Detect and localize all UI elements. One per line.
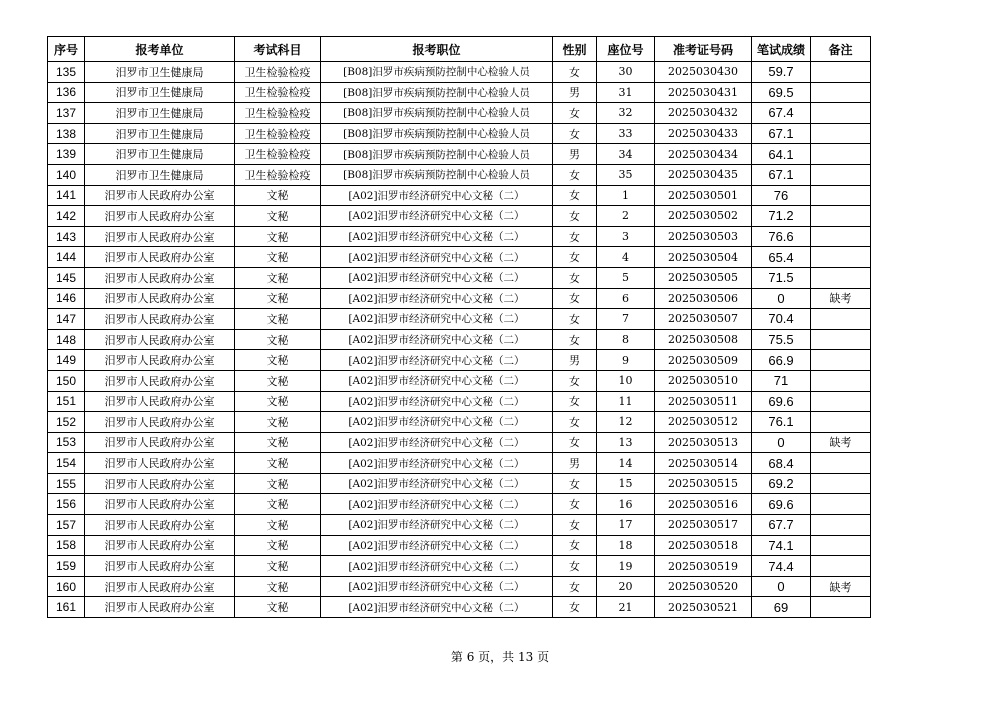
- cell-seat: 10: [597, 370, 655, 391]
- cell-seat: 14: [597, 453, 655, 474]
- cell-subject: 文秘: [235, 309, 321, 330]
- cell-unit: 汨罗市人民政府办公室: [85, 597, 235, 618]
- cell-gender: 女: [553, 432, 597, 453]
- cell-seq: 142: [48, 206, 85, 227]
- cell-ticket: 2025030517: [655, 515, 752, 536]
- cell-seat: 17: [597, 515, 655, 536]
- cell-ticket: 2025030520: [655, 576, 752, 597]
- cell-remark: 缺考: [811, 576, 871, 597]
- cell-position: [A02]汨罗市经济研究中心文秘（二）: [321, 309, 553, 330]
- cell-ticket: 2025030519: [655, 556, 752, 577]
- cell-score: 0: [752, 432, 811, 453]
- cell-score: 71.5: [752, 267, 811, 288]
- cell-position: [A02]汨罗市经济研究中心文秘（二）: [321, 391, 553, 412]
- cell-gender: 女: [553, 391, 597, 412]
- cell-remark: [811, 370, 871, 391]
- cell-ticket: 2025030510: [655, 370, 752, 391]
- cell-seq: 145: [48, 267, 85, 288]
- cell-seat: 12: [597, 412, 655, 433]
- cell-unit: 汨罗市人民政府办公室: [85, 329, 235, 350]
- cell-position: [A02]汨罗市经济研究中心文秘（二）: [321, 350, 553, 371]
- cell-gender: 女: [553, 247, 597, 268]
- cell-gender: 女: [553, 164, 597, 185]
- cell-gender: 女: [553, 329, 597, 350]
- cell-position: [A02]汨罗市经济研究中心文秘（二）: [321, 576, 553, 597]
- cell-score: 67.4: [752, 103, 811, 124]
- cell-unit: 汨罗市人民政府办公室: [85, 412, 235, 433]
- cell-subject: 文秘: [235, 329, 321, 350]
- cell-seq: 159: [48, 556, 85, 577]
- cell-gender: 女: [553, 206, 597, 227]
- cell-gender: 男: [553, 453, 597, 474]
- cell-seq: 141: [48, 185, 85, 206]
- cell-position: [A02]汨罗市经济研究中心文秘（二）: [321, 597, 553, 618]
- cell-gender: 女: [553, 412, 597, 433]
- cell-unit: 汨罗市卫生健康局: [85, 164, 235, 185]
- cell-position: [A02]汨罗市经济研究中心文秘（二）: [321, 515, 553, 536]
- cell-remark: [811, 103, 871, 124]
- cell-ticket: 2025030505: [655, 267, 752, 288]
- cell-remark: [811, 412, 871, 433]
- cell-gender: 女: [553, 556, 597, 577]
- cell-remark: [811, 123, 871, 144]
- cell-seq: 150: [48, 370, 85, 391]
- cell-ticket: 2025030518: [655, 535, 752, 556]
- cell-position: [B08]汨罗市疾病预防控制中心检验人员: [321, 82, 553, 103]
- cell-unit: 汨罗市人民政府办公室: [85, 535, 235, 556]
- cell-score: 69.2: [752, 473, 811, 494]
- cell-remark: [811, 473, 871, 494]
- table-row: [48, 144, 871, 165]
- cell-position: [B08]汨罗市疾病预防控制中心检验人员: [321, 164, 553, 185]
- cell-position: [A02]汨罗市经济研究中心文秘（二）: [321, 226, 553, 247]
- cell-subject: 文秘: [235, 473, 321, 494]
- cell-ticket: 2025030506: [655, 288, 752, 309]
- cell-position: [A02]汨罗市经济研究中心文秘（二）: [321, 206, 553, 227]
- cell-seat: 20: [597, 576, 655, 597]
- cell-unit: 汨罗市人民政府办公室: [85, 391, 235, 412]
- cell-gender: 女: [553, 226, 597, 247]
- cell-unit: 汨罗市人民政府办公室: [85, 185, 235, 206]
- cell-remark: [811, 164, 871, 185]
- cell-subject: 文秘: [235, 247, 321, 268]
- cell-position: [A02]汨罗市经济研究中心文秘（二）: [321, 370, 553, 391]
- table-row: [48, 391, 871, 412]
- cell-ticket: 2025030512: [655, 412, 752, 433]
- cell-seq: 156: [48, 494, 85, 515]
- cell-gender: 女: [553, 473, 597, 494]
- cell-subject: 文秘: [235, 432, 321, 453]
- cell-ticket: 2025030521: [655, 597, 752, 618]
- table-row: [48, 82, 871, 103]
- cell-ticket: 2025030508: [655, 329, 752, 350]
- header-remark: 备注: [811, 37, 871, 62]
- cell-ticket: 2025030513: [655, 432, 752, 453]
- cell-seq: 135: [48, 62, 85, 83]
- table-row: [48, 329, 871, 350]
- cell-ticket: 2025030507: [655, 309, 752, 330]
- table-row: [48, 432, 871, 453]
- cell-unit: 汨罗市人民政府办公室: [85, 247, 235, 268]
- cell-seq: 139: [48, 144, 85, 165]
- cell-seat: 13: [597, 432, 655, 453]
- table-row: [48, 576, 871, 597]
- cell-seat: 1: [597, 185, 655, 206]
- cell-unit: 汨罗市人民政府办公室: [85, 556, 235, 577]
- cell-remark: [811, 556, 871, 577]
- cell-seq: 153: [48, 432, 85, 453]
- cell-seq: 155: [48, 473, 85, 494]
- table-header-row: [48, 37, 871, 62]
- cell-unit: 汨罗市人民政府办公室: [85, 309, 235, 330]
- cell-seq: 158: [48, 535, 85, 556]
- cell-ticket: 2025030431: [655, 82, 752, 103]
- cell-seq: 143: [48, 226, 85, 247]
- cell-ticket: 2025030504: [655, 247, 752, 268]
- cell-remark: [811, 515, 871, 536]
- cell-gender: 女: [553, 515, 597, 536]
- cell-seq: 146: [48, 288, 85, 309]
- cell-position: [A02]汨罗市经济研究中心文秘（二）: [321, 535, 553, 556]
- cell-gender: 女: [553, 62, 597, 83]
- cell-subject: 文秘: [235, 597, 321, 618]
- cell-score: 65.4: [752, 247, 811, 268]
- cell-remark: [811, 206, 871, 227]
- header-gender: 性别: [553, 37, 597, 62]
- cell-remark: [811, 597, 871, 618]
- cell-seat: 5: [597, 267, 655, 288]
- header-seq: 序号: [48, 37, 85, 62]
- cell-seat: 18: [597, 535, 655, 556]
- cell-position: [A02]汨罗市经济研究中心文秘（二）: [321, 329, 553, 350]
- cell-gender: 女: [553, 576, 597, 597]
- cell-unit: 汨罗市人民政府办公室: [85, 576, 235, 597]
- cell-score: 71: [752, 370, 811, 391]
- cell-seat: 4: [597, 247, 655, 268]
- cell-seq: 161: [48, 597, 85, 618]
- cell-position: [B08]汨罗市疾病预防控制中心检验人员: [321, 144, 553, 165]
- cell-seq: 151: [48, 391, 85, 412]
- cell-position: [A02]汨罗市经济研究中心文秘（二）: [321, 185, 553, 206]
- cell-remark: [811, 494, 871, 515]
- cell-position: [A02]汨罗市经济研究中心文秘（二）: [321, 247, 553, 268]
- cell-subject: 文秘: [235, 494, 321, 515]
- cell-ticket: 2025030435: [655, 164, 752, 185]
- cell-seat: 32: [597, 103, 655, 124]
- cell-subject: 卫生检验检疫: [235, 164, 321, 185]
- cell-seq: 149: [48, 350, 85, 371]
- cell-position: [A02]汨罗市经济研究中心文秘（二）: [321, 432, 553, 453]
- table-row: [48, 247, 871, 268]
- cell-score: 0: [752, 576, 811, 597]
- page-footer: 第 6 页，共 13 页: [450, 650, 550, 664]
- cell-seat: 34: [597, 144, 655, 165]
- cell-score: 0: [752, 288, 811, 309]
- cell-seat: 6: [597, 288, 655, 309]
- cell-score: 69.6: [752, 391, 811, 412]
- cell-remark: [811, 82, 871, 103]
- cell-seq: 136: [48, 82, 85, 103]
- cell-seat: 16: [597, 494, 655, 515]
- cell-score: 70.4: [752, 309, 811, 330]
- cell-seat: 21: [597, 597, 655, 618]
- cell-ticket: 2025030516: [655, 494, 752, 515]
- cell-ticket: 2025030433: [655, 123, 752, 144]
- cell-seq: 138: [48, 123, 85, 144]
- header-score: 笔试成绩: [752, 37, 811, 62]
- cell-subject: 文秘: [235, 556, 321, 577]
- cell-subject: 文秘: [235, 412, 321, 433]
- cell-unit: 汨罗市人民政府办公室: [85, 370, 235, 391]
- cell-unit: 汨罗市卫生健康局: [85, 62, 235, 83]
- table-row: [48, 597, 871, 618]
- cell-gender: 女: [553, 185, 597, 206]
- cell-unit: 汨罗市人民政府办公室: [85, 206, 235, 227]
- cell-subject: 卫生检验检疫: [235, 144, 321, 165]
- cell-remark: [811, 62, 871, 83]
- cell-remark: 缺考: [811, 432, 871, 453]
- cell-ticket: 2025030502: [655, 206, 752, 227]
- table-row: [48, 123, 871, 144]
- cell-remark: [811, 391, 871, 412]
- cell-ticket: 2025030503: [655, 226, 752, 247]
- cell-unit: 汨罗市人民政府办公室: [85, 473, 235, 494]
- cell-unit: 汨罗市卫生健康局: [85, 82, 235, 103]
- cell-remark: [811, 329, 871, 350]
- cell-unit: 汨罗市人民政府办公室: [85, 226, 235, 247]
- table-body: [48, 62, 871, 618]
- cell-ticket: 2025030514: [655, 453, 752, 474]
- table-row: [48, 288, 871, 309]
- cell-unit: 汨罗市人民政府办公室: [85, 267, 235, 288]
- cell-seat: 11: [597, 391, 655, 412]
- cell-seat: 2: [597, 206, 655, 227]
- cell-subject: 卫生检验检疫: [235, 123, 321, 144]
- cell-position: [A02]汨罗市经济研究中心文秘（二）: [321, 556, 553, 577]
- cell-seat: 31: [597, 82, 655, 103]
- cell-score: 69.6: [752, 494, 811, 515]
- cell-ticket: 2025030515: [655, 473, 752, 494]
- cell-subject: 文秘: [235, 370, 321, 391]
- cell-subject: 卫生检验检疫: [235, 103, 321, 124]
- cell-seat: 30: [597, 62, 655, 83]
- cell-subject: 文秘: [235, 288, 321, 309]
- cell-seq: 137: [48, 103, 85, 124]
- cell-position: [A02]汨罗市经济研究中心文秘（二）: [321, 494, 553, 515]
- cell-ticket: 2025030430: [655, 62, 752, 83]
- cell-seq: 148: [48, 329, 85, 350]
- cell-unit: 汨罗市人民政府办公室: [85, 432, 235, 453]
- cell-gender: 男: [553, 144, 597, 165]
- cell-remark: [811, 185, 871, 206]
- cell-unit: 汨罗市人民政府办公室: [85, 350, 235, 371]
- cell-score: 74.1: [752, 535, 811, 556]
- cell-score: 71.2: [752, 206, 811, 227]
- cell-seat: 33: [597, 123, 655, 144]
- cell-subject: 文秘: [235, 185, 321, 206]
- cell-unit: 汨罗市人民政府办公室: [85, 515, 235, 536]
- cell-subject: 文秘: [235, 576, 321, 597]
- cell-position: [B08]汨罗市疾病预防控制中心检验人员: [321, 123, 553, 144]
- cell-score: 64.1: [752, 144, 811, 165]
- cell-gender: 女: [553, 494, 597, 515]
- cell-remark: [811, 144, 871, 165]
- cell-subject: 文秘: [235, 515, 321, 536]
- cell-subject: 卫生检验检疫: [235, 62, 321, 83]
- cell-score: 76.1: [752, 412, 811, 433]
- cell-gender: 男: [553, 350, 597, 371]
- cell-subject: 文秘: [235, 535, 321, 556]
- cell-gender: 女: [553, 288, 597, 309]
- cell-position: [B08]汨罗市疾病预防控制中心检验人员: [321, 62, 553, 83]
- table-row: [48, 556, 871, 577]
- cell-ticket: 2025030432: [655, 103, 752, 124]
- cell-position: [A02]汨罗市经济研究中心文秘（二）: [321, 267, 553, 288]
- table-row: [48, 185, 871, 206]
- cell-ticket: 2025030501: [655, 185, 752, 206]
- cell-seq: 147: [48, 309, 85, 330]
- cell-seat: 3: [597, 226, 655, 247]
- table-row: [48, 473, 871, 494]
- cell-gender: 女: [553, 103, 597, 124]
- cell-position: [B08]汨罗市疾病预防控制中心检验人员: [321, 103, 553, 124]
- cell-unit: 汨罗市卫生健康局: [85, 144, 235, 165]
- table-row: [48, 515, 871, 536]
- header-ticket: 准考证号码: [655, 37, 752, 62]
- cell-score: 67.7: [752, 515, 811, 536]
- cell-position: [A02]汨罗市经济研究中心文秘（二）: [321, 412, 553, 433]
- table-row: [48, 494, 871, 515]
- cell-gender: 女: [553, 309, 597, 330]
- cell-remark: 缺考: [811, 288, 871, 309]
- cell-gender: 女: [553, 597, 597, 618]
- table-row: [48, 309, 871, 330]
- table-row: [48, 103, 871, 124]
- cell-position: [A02]汨罗市经济研究中心文秘（二）: [321, 288, 553, 309]
- cell-score: 67.1: [752, 164, 811, 185]
- cell-score: 74.4: [752, 556, 811, 577]
- cell-gender: 女: [553, 267, 597, 288]
- table-row: [48, 164, 871, 185]
- cell-score: 76: [752, 185, 811, 206]
- table-row: [48, 206, 871, 227]
- cell-score: 76.6: [752, 226, 811, 247]
- cell-seat: 15: [597, 473, 655, 494]
- cell-subject: 文秘: [235, 206, 321, 227]
- cell-subject: 文秘: [235, 226, 321, 247]
- cell-seq: 152: [48, 412, 85, 433]
- cell-remark: [811, 535, 871, 556]
- cell-gender: 女: [553, 123, 597, 144]
- table-row: [48, 370, 871, 391]
- cell-seq: 157: [48, 515, 85, 536]
- cell-seat: 8: [597, 329, 655, 350]
- cell-ticket: 2025030509: [655, 350, 752, 371]
- cell-remark: [811, 350, 871, 371]
- table-row: [48, 350, 871, 371]
- cell-remark: [811, 226, 871, 247]
- cell-remark: [811, 309, 871, 330]
- cell-seat: 7: [597, 309, 655, 330]
- cell-score: 66.9: [752, 350, 811, 371]
- cell-subject: 文秘: [235, 391, 321, 412]
- cell-seq: 140: [48, 164, 85, 185]
- cell-score: 68.4: [752, 453, 811, 474]
- table-row: [48, 62, 871, 83]
- table-row: [48, 535, 871, 556]
- header-subject: 考试科目: [235, 37, 321, 62]
- cell-subject: 卫生检验检疫: [235, 82, 321, 103]
- table-row: [48, 226, 871, 247]
- cell-seat: 35: [597, 164, 655, 185]
- cell-position: [A02]汨罗市经济研究中心文秘（二）: [321, 453, 553, 474]
- cell-seq: 154: [48, 453, 85, 474]
- table-row: [48, 412, 871, 433]
- cell-subject: 文秘: [235, 453, 321, 474]
- cell-score: 75.5: [752, 329, 811, 350]
- cell-seat: 9: [597, 350, 655, 371]
- cell-unit: 汨罗市卫生健康局: [85, 103, 235, 124]
- cell-unit: 汨罗市人民政府办公室: [85, 288, 235, 309]
- table-row: [48, 267, 871, 288]
- header-unit: 报考单位: [85, 37, 235, 62]
- table-row: [48, 453, 871, 474]
- cell-score: 69: [752, 597, 811, 618]
- cell-unit: 汨罗市人民政府办公室: [85, 453, 235, 474]
- cell-position: [A02]汨罗市经济研究中心文秘（二）: [321, 473, 553, 494]
- cell-gender: 女: [553, 370, 597, 391]
- cell-gender: 男: [553, 82, 597, 103]
- cell-ticket: 2025030511: [655, 391, 752, 412]
- results-table: [47, 36, 871, 618]
- cell-score: 67.1: [752, 123, 811, 144]
- cell-subject: 文秘: [235, 267, 321, 288]
- cell-unit: 汨罗市人民政府办公室: [85, 494, 235, 515]
- cell-subject: 文秘: [235, 350, 321, 371]
- cell-score: 59.7: [752, 62, 811, 83]
- cell-unit: 汨罗市卫生健康局: [85, 123, 235, 144]
- cell-seat: 19: [597, 556, 655, 577]
- cell-seq: 144: [48, 247, 85, 268]
- cell-ticket: 2025030434: [655, 144, 752, 165]
- cell-remark: [811, 247, 871, 268]
- cell-seq: 160: [48, 576, 85, 597]
- header-seat: 座位号: [597, 37, 655, 62]
- header-position: 报考职位: [321, 37, 553, 62]
- cell-remark: [811, 453, 871, 474]
- cell-gender: 女: [553, 535, 597, 556]
- cell-score: 69.5: [752, 82, 811, 103]
- cell-remark: [811, 267, 871, 288]
